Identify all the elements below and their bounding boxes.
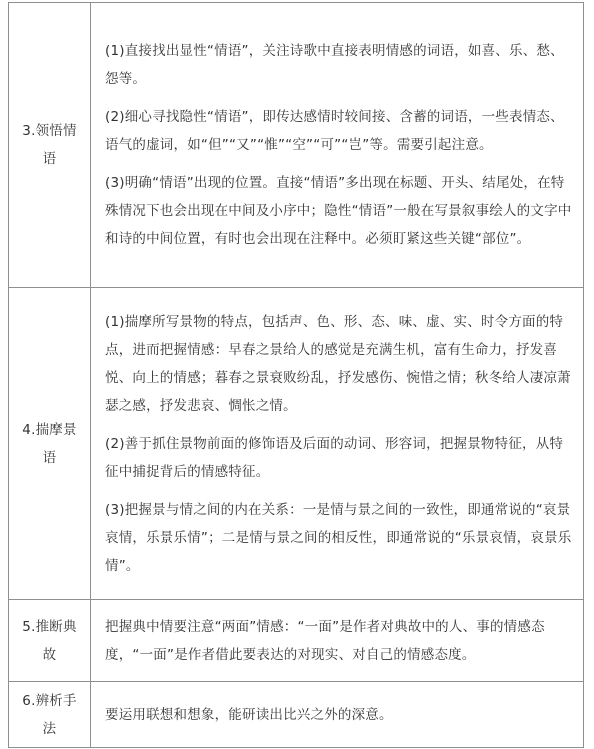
- content-paragraph: (3)把握景与情之间的内在关系：一是情与景之间的一致性，即通常说的“哀景哀情，乐景乐情”；二是情与景之间的相反性，即通常说的“乐景哀情，哀景乐情”。: [105, 501, 572, 574]
- row-label: 5.推断典故: [9, 600, 91, 682]
- row-content: [91, 600, 584, 682]
- row-label: 6.辨析手法: [9, 682, 91, 748]
- row-content: [91, 288, 584, 600]
- content-paragraph: (1)揣摩所写景物的特点，包括声、色、形、态、味、虚、实、时令方面的特点，进而把握情感：早春之景给人的感觉是充满生机，富有生命力，抒发喜悦、向上的情感；暮春之景衰败纷乱，抒发感伤、惋惜之情；秋冬给人凄凉萧瑟之感，抒发悲哀、惆怅之情。: [105, 313, 571, 414]
- row-content: [91, 682, 584, 748]
- content-paragraph: 要运用联想和想象，能研读出比兴之外的深意。: [105, 706, 393, 723]
- row-label: 3.领悟情语: [9, 3, 91, 288]
- row-label: 4.揣摩景语: [9, 288, 91, 600]
- content-paragraph: (2)善于抓住景物前面的修饰语及后面的动词、形容词，把握景物特征，从特征中捕捉背后的情感特征。: [105, 435, 564, 480]
- table-row: [9, 288, 584, 600]
- table-row: [9, 3, 584, 288]
- method-table: [8, 2, 584, 748]
- table-row: [9, 682, 584, 748]
- row-content: [91, 3, 584, 288]
- content-paragraph: 把握典中情要注意“两面”情感：“一面”是作者对典故中的人、事的情感态度，“一面”是作者借此要表达的对现实、对自己的情感态度。: [105, 618, 545, 663]
- content-paragraph: (1)直接找出显性“情语”，关注诗歌中直接表明情感的词语，如喜、乐、愁、怨等。: [105, 43, 564, 87]
- content-paragraph: (2)细心寻找隐性“情语”，即传达感情时较间接、含蓄的词语，一些表情态、语气的虚词，如“但”“又”“惟”“空”“可”“岂”等。需要引起注意。: [105, 109, 564, 153]
- content-paragraph: (3)明确“情语”出现的位置。直接“情语”多出现在标题、开头、结尾处，在特殊情况下也会出现在中间及小序中；隐性“情语”一般在写景叙事绘人的文字中和诗的中间位置，有时也会出现在注释中。必须盯紧这些关键“部位”。: [105, 175, 572, 247]
- table-row: [9, 600, 584, 682]
